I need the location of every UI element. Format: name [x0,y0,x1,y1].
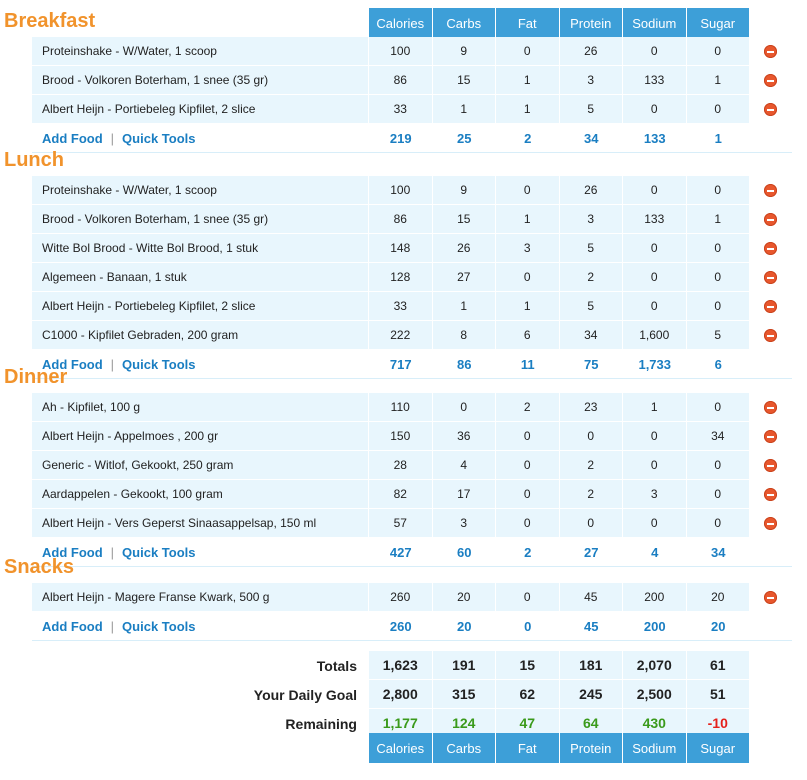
meal-total-protein: 27 [560,538,624,567]
food-row [32,422,792,451]
food-name[interactable]: Proteinshake - W/Water, 1 scoop [32,176,369,205]
empty-cell [750,612,792,641]
remove-circle-icon[interactable] [764,517,777,530]
nutrient-sodium: 1 [623,393,687,422]
food-row [32,451,792,480]
summary-totals-protein: 181 [560,651,624,680]
meal-total-calories: 219 [369,124,433,153]
meal-total-protein: 45 [560,612,624,641]
nutrient-fat: 1 [496,205,560,234]
nutrient-protein: 2 [560,263,624,292]
column-header-carbs: Carbs [433,8,497,38]
meal-total-protein: 34 [560,124,624,153]
nutrient-fat: 2 [496,393,560,422]
nutrient-calories: 110 [369,393,433,422]
remove-circle-icon[interactable] [764,430,777,443]
daily-summary-table [32,651,792,738]
column-header-sugar: Sugar [687,8,751,38]
nutrient-protein: 2 [560,480,624,509]
nutrient-sugar: 20 [687,583,751,612]
meal-total-sodium: 133 [623,124,687,153]
food-name[interactable]: C1000 - Kipfilet Gebraden, 200 gram [32,321,369,350]
food-name[interactable]: Brood - Volkoren Boterham, 1 snee (35 gr) [32,205,369,234]
nutrient-fat: 1 [496,292,560,321]
delete-cell [750,480,792,509]
delete-cell [750,234,792,263]
summary-goal-sodium: 2,500 [623,680,687,709]
food-name[interactable]: Albert Heijn - Appelmoes , 200 gr [32,422,369,451]
meal-table-snacks [32,583,792,641]
footer-header-sugar: Sugar [687,733,751,763]
summary-goal-calories: 2,800 [369,680,433,709]
meal-total-carbs: 25 [433,124,497,153]
nutrient-fat: 0 [496,451,560,480]
link-separator: | [110,618,115,634]
meal-total-sodium: 200 [623,612,687,641]
summary-remaining-sugar: -10 [687,709,751,738]
summary-goal-fat: 62 [496,680,560,709]
food-name[interactable]: Albert Heijn - Portiebeleg Kipfilet, 2 slice [32,292,369,321]
delete-cell [750,393,792,422]
delete-cell [750,205,792,234]
remove-circle-icon[interactable] [764,103,777,116]
nutrient-sodium: 0 [623,263,687,292]
summary-remaining-fat: 47 [496,709,560,738]
meal-actions [32,612,369,641]
nutrient-protein: 2 [560,451,624,480]
nutrient-carbs: 20 [433,583,497,612]
remove-circle-icon[interactable] [764,45,777,58]
nutrient-calories: 260 [369,583,433,612]
delete-cell [750,321,792,350]
nutrient-sodium: 133 [623,66,687,95]
remove-circle-icon[interactable] [764,401,777,414]
nutrient-sugar: 0 [687,480,751,509]
nutrient-calories: 33 [369,292,433,321]
footer-header-carbs: Carbs [433,733,497,763]
nutrient-carbs: 3 [433,509,497,538]
meal-total-carbs: 86 [433,350,497,379]
nutrient-carbs: 0 [433,393,497,422]
meal-table-dinner [32,393,792,567]
nutrient-calories: 86 [369,66,433,95]
food-name[interactable]: Ah - Kipfilet, 100 g [32,393,369,422]
nutrient-carbs: 1 [433,292,497,321]
nutrient-sodium: 0 [623,509,687,538]
delete-cell [750,583,792,612]
delete-cell [750,66,792,95]
remove-circle-icon[interactable] [764,242,777,255]
remove-circle-icon[interactable] [764,213,777,226]
nutrient-sugar: 0 [687,451,751,480]
nutrient-sugar: 0 [687,393,751,422]
remove-circle-icon[interactable] [764,300,777,313]
nutrient-carbs: 36 [433,422,497,451]
nutrient-sodium: 0 [623,234,687,263]
nutrient-calories: 148 [369,234,433,263]
nutrient-calories: 57 [369,509,433,538]
nutrient-calories: 100 [369,37,433,66]
footer-header-protein: Protein [560,733,624,763]
meal-header-dinner [0,364,807,394]
nutrient-calories: 86 [369,205,433,234]
food-row [32,263,792,292]
nutrient-carbs: 17 [433,480,497,509]
meal-total-sodium: 4 [623,538,687,567]
food-row [32,583,792,612]
nutrient-sugar: 0 [687,234,751,263]
nutrient-carbs: 8 [433,321,497,350]
nutrient-protein: 0 [560,509,624,538]
nutrient-sugar: 0 [687,176,751,205]
food-name[interactable]: Aardappelen - Gekookt, 100 gram [32,480,369,509]
footer-header-calories: Calories [369,733,433,763]
summary-remaining-sodium: 430 [623,709,687,738]
delete-cell [750,451,792,480]
nutrient-fat: 0 [496,583,560,612]
nutrient-sugar: 0 [687,263,751,292]
meal-title: Dinner [4,366,68,388]
summary-remaining-calories: 1,177 [369,709,433,738]
summary-totals-calories: 1,623 [369,651,433,680]
nutrient-sugar: 0 [687,37,751,66]
nutrient-sodium: 0 [623,451,687,480]
remove-circle-icon[interactable] [764,488,777,501]
delete-cell [750,95,792,124]
quick-tools-link[interactable]: Quick Tools [122,618,196,634]
nutrient-carbs: 15 [433,205,497,234]
footer-header-fat: Fat [496,733,560,763]
meal-totals-row [32,612,792,641]
meal-header-breakfast [0,8,807,38]
food-name[interactable]: Albert Heijn - Portiebeleg Kipfilet, 2 slice [32,95,369,124]
nutrient-fat: 6 [496,321,560,350]
nutrient-protein: 26 [560,37,624,66]
meal-title: Breakfast [4,10,96,32]
nutrient-sodium: 0 [623,292,687,321]
nutrient-sodium: 133 [623,205,687,234]
meal-total-sugar: 20 [687,612,751,641]
nutrient-carbs: 9 [433,37,497,66]
summary-remaining-protein: 64 [560,709,624,738]
add-food-link[interactable]: Add Food [42,618,103,634]
column-header-sodium: Sodium [623,8,687,38]
column-header-calories: Calories [369,8,433,38]
nutrient-protein: 5 [560,95,624,124]
food-row [32,480,792,509]
nutrient-calories: 150 [369,422,433,451]
food-row [32,66,792,95]
nutrient-sodium: 0 [623,422,687,451]
empty-cell [750,680,792,709]
nutrient-sodium: 3 [623,480,687,509]
nutrient-fat: 0 [496,263,560,292]
remove-circle-icon[interactable] [764,184,777,197]
nutrient-protein: 5 [560,292,624,321]
meal-total-calories: 427 [369,538,433,567]
remove-circle-icon[interactable] [764,459,777,472]
nutrient-carbs: 15 [433,66,497,95]
delete-cell [750,37,792,66]
food-row [32,292,792,321]
food-row [32,321,792,350]
remove-circle-icon[interactable] [764,591,777,604]
delete-cell [750,509,792,538]
summary-label: Totals [316,657,357,674]
food-row [32,393,792,422]
nutrient-protein: 26 [560,176,624,205]
summary-totals-sugar: 61 [687,651,751,680]
summary-row-totals [32,651,792,680]
meal-header-snacks [0,554,807,584]
quick-tools-link[interactable]: Quick Tools [122,544,196,560]
add-food-link[interactable]: Add Food [42,356,103,372]
summary-label: Your Daily Goal [253,686,357,703]
food-name[interactable]: Algemeen - Banaan, 1 stuk [32,263,369,292]
nutrient-carbs: 9 [433,176,497,205]
nutrient-sodium: 200 [623,583,687,612]
summary-goal-carbs: 315 [433,680,497,709]
food-row [32,509,792,538]
add-food-link[interactable]: Add Food [42,544,103,560]
nutrient-protein: 34 [560,321,624,350]
summary-totals-sodium: 2,070 [623,651,687,680]
nutrient-carbs: 26 [433,234,497,263]
footer-header-sodium: Sodium [623,733,687,763]
meal-total-protein: 75 [560,350,624,379]
nutrient-fat: 0 [496,509,560,538]
delete-cell [750,422,792,451]
delete-cell [750,292,792,321]
link-separator: | [110,356,115,372]
meal-table-breakfast [32,37,792,153]
food-row [32,205,792,234]
food-name[interactable]: Albert Heijn - Vers Geperst Sinaasappelsap, 150 ml [32,509,369,538]
meal-total-sugar: 34 [687,538,751,567]
nutrient-sodium: 0 [623,95,687,124]
nutrient-protein: 23 [560,393,624,422]
meal-total-calories: 717 [369,350,433,379]
food-name[interactable]: Brood - Volkoren Boterham, 1 snee (35 gr) [32,66,369,95]
remove-circle-icon[interactable] [764,271,777,284]
nutrient-sugar: 1 [687,205,751,234]
summary-row-goal [32,680,792,709]
summary-goal-protein: 245 [560,680,624,709]
food-row [32,176,792,205]
meal-total-sugar: 1 [687,124,751,153]
meal-title: Snacks [4,556,75,578]
quick-tools-link[interactable]: Quick Tools [122,356,196,372]
delete-cell [750,263,792,292]
meal-total-sugar: 6 [687,350,751,379]
nutrient-calories: 28 [369,451,433,480]
nutrient-fat: 0 [496,480,560,509]
meal-total-calories: 260 [369,612,433,641]
summary-totals-carbs: 191 [433,651,497,680]
summary-label: Remaining [285,715,357,732]
nutrient-calories: 128 [369,263,433,292]
food-row [32,234,792,263]
nutrient-sugar: 0 [687,95,751,124]
summary-totals-fat: 15 [496,651,560,680]
meal-header-lunch [0,147,807,177]
food-row [32,37,792,66]
nutrient-carbs: 4 [433,451,497,480]
nutrient-sugar: 0 [687,509,751,538]
remove-circle-icon[interactable] [764,329,777,342]
nutrient-protein: 0 [560,422,624,451]
nutrient-calories: 222 [369,321,433,350]
nutrient-carbs: 27 [433,263,497,292]
summary-goal-sugar: 51 [687,680,751,709]
column-header-protein: Protein [560,8,624,38]
add-food-link[interactable]: Add Food [42,130,103,146]
remove-circle-icon[interactable] [764,74,777,87]
food-row [32,95,792,124]
meal-title: Lunch [4,149,64,171]
nutrient-sodium: 1,600 [623,321,687,350]
food-name[interactable]: Albert Heijn - Magere Franse Kwark, 500 g [32,583,369,612]
meal-total-sodium: 1,733 [623,350,687,379]
footer-column-headers [0,733,807,763]
nutrient-sodium: 0 [623,176,687,205]
empty-cell [750,651,792,680]
meal-total-fat: 0 [496,612,560,641]
meal-total-fat: 2 [496,124,560,153]
nutrient-sugar: 1 [687,66,751,95]
nutrient-protein: 3 [560,66,624,95]
nutrient-sugar: 0 [687,292,751,321]
delete-cell [750,176,792,205]
summary-remaining-carbs: 124 [433,709,497,738]
nutrient-calories: 33 [369,95,433,124]
nutrient-fat: 1 [496,95,560,124]
nutrient-protein: 5 [560,234,624,263]
food-name[interactable]: Proteinshake - W/Water, 1 scoop [32,37,369,66]
nutrient-fat: 0 [496,176,560,205]
column-header-fat: Fat [496,8,560,38]
nutrient-calories: 100 [369,176,433,205]
food-name[interactable]: Generic - Witlof, Gekookt, 250 gram [32,451,369,480]
nutrient-fat: 3 [496,234,560,263]
nutrient-sugar: 34 [687,422,751,451]
nutrient-protein: 3 [560,205,624,234]
nutrient-protein: 45 [560,583,624,612]
food-name[interactable]: Witte Bol Brood - Witte Bol Brood, 1 stuk [32,234,369,263]
meal-total-fat: 11 [496,350,560,379]
nutrient-sodium: 0 [623,37,687,66]
meal-table-lunch [32,176,792,379]
meal-total-carbs: 60 [433,538,497,567]
nutrient-fat: 0 [496,37,560,66]
meal-total-fat: 2 [496,538,560,567]
link-separator: | [110,130,115,146]
nutrient-carbs: 1 [433,95,497,124]
link-separator: | [110,544,115,560]
nutrient-fat: 1 [496,66,560,95]
nutrient-calories: 82 [369,480,433,509]
quick-tools-link[interactable]: Quick Tools [122,130,196,146]
nutrient-fat: 0 [496,422,560,451]
meal-total-carbs: 20 [433,612,497,641]
nutrient-sugar: 5 [687,321,751,350]
